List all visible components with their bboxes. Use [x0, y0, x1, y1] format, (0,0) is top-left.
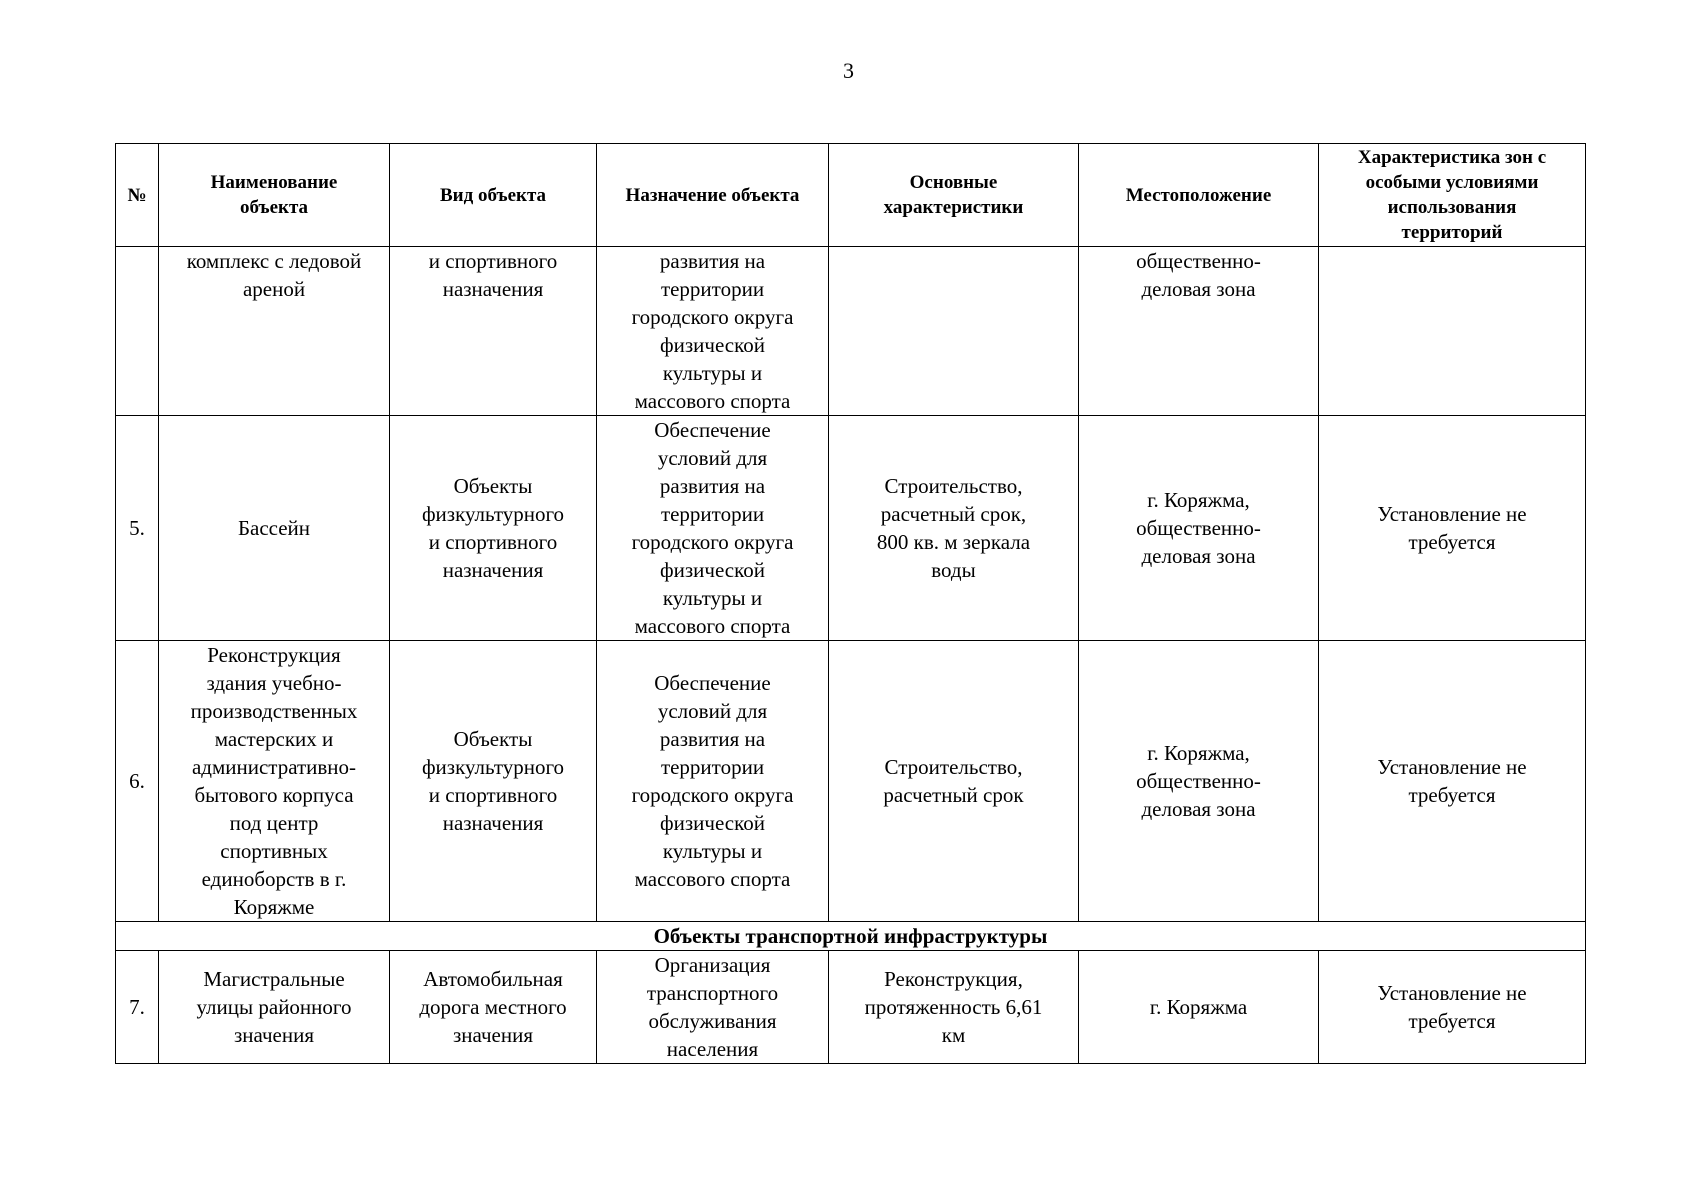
cell-characteristics: [829, 247, 1079, 416]
section-header-row: [116, 922, 1586, 951]
table-row: [116, 641, 1586, 922]
header-characteristics-text: Основные характеристики: [883, 172, 1024, 218]
cell-zone: [1319, 951, 1586, 1064]
header-num-text: №: [127, 184, 147, 206]
cell-name: [159, 951, 390, 1064]
cell-characteristics-text: Реконструкция, протяженность 6,61 км: [864, 967, 1043, 1047]
cell-purpose: [597, 951, 829, 1064]
cell-purpose: [597, 247, 829, 416]
cell-kind: [390, 416, 597, 641]
cell-purpose-text: Обеспечение условий для развития на территории городского округа физической культуры и массового спорта: [631, 671, 794, 891]
header-zone: [1319, 144, 1586, 247]
cell-name: [159, 641, 390, 922]
header-purpose: [597, 144, 829, 247]
cell-location-text: г. Коряжма, общественно- деловая зона: [1136, 488, 1261, 568]
header-location-text: Местоположение: [1125, 184, 1272, 206]
header-kind: [390, 144, 597, 247]
cell-name-text: Бассейн: [237, 516, 311, 540]
cell-num-text: 7.: [129, 995, 145, 1019]
cell-num-text: 6.: [129, 769, 145, 793]
cell-location: [1079, 641, 1319, 922]
cell-location-text: г. Коряжма: [1149, 995, 1248, 1019]
cell-zone: [1319, 641, 1586, 922]
cell-zone-text: Установление не требуется: [1377, 981, 1527, 1033]
header-characteristics: [829, 144, 1079, 247]
cell-location: [1079, 416, 1319, 641]
table-row: [116, 247, 1586, 416]
header-name-text: Наименование объекта: [210, 172, 338, 218]
cell-kind-text: Автомобильная дорога местного значения: [419, 967, 567, 1047]
cell-purpose-text: Организация транспортного обслуживания населения: [646, 953, 779, 1061]
cell-zone-text: Установление не требуется: [1377, 502, 1527, 554]
cell-kind: [390, 247, 597, 416]
cell-purpose-text: развития на территории городского округа физической культуры и массового спорта: [631, 249, 794, 413]
cell-name-text: Реконструкция здания учебно- производственных мастерских и административно- бытового корпуса под центр спортивных единоборств в г. Коряжме: [190, 643, 358, 919]
cell-kind: [390, 641, 597, 922]
cell-purpose: [597, 641, 829, 922]
section-title: Объекты транспортной инфраструктуры: [116, 922, 1586, 951]
cell-characteristics: [829, 951, 1079, 1064]
header-name: [159, 144, 390, 247]
cell-location: [1079, 247, 1319, 416]
cell-name-text: комплекс с ледовой ареной: [186, 249, 362, 301]
header-zone-text: Характеристика зон с особыми условиями использования территорий: [1357, 147, 1547, 243]
cell-name: [159, 247, 390, 416]
cell-num: [116, 416, 159, 641]
header-location: [1079, 144, 1319, 247]
cell-num: [116, 641, 159, 922]
page-number: 3: [843, 58, 854, 83]
cell-kind-text: Объекты физкультурного и спортивного назначения: [421, 727, 565, 835]
cell-location: [1079, 951, 1319, 1064]
cell-num-text: 5.: [129, 516, 145, 540]
cell-purpose-text: Обеспечение условий для развития на территории городского округа физической культуры и массового спорта: [631, 418, 794, 638]
cell-num: [116, 247, 159, 416]
cell-num: [116, 951, 159, 1064]
cell-characteristics: [829, 641, 1079, 922]
cell-zone-text: Установление не требуется: [1377, 755, 1527, 807]
cell-location-text: г. Коряжма, общественно- деловая зона: [1136, 741, 1261, 821]
cell-location-text: общественно- деловая зона: [1136, 249, 1261, 301]
table-header-row: [116, 144, 1586, 247]
cell-zone: [1319, 247, 1586, 416]
cell-kind: [390, 951, 597, 1064]
header-num: [116, 144, 159, 247]
cell-kind-text: и спортивного назначения: [428, 249, 558, 301]
objects-table: [115, 143, 1586, 1064]
cell-purpose: [597, 416, 829, 641]
table-row: [116, 951, 1586, 1064]
cell-characteristics-text: Строительство, расчетный срок, 800 кв. м зеркала воды: [876, 474, 1031, 582]
table-row: [116, 416, 1586, 641]
cell-zone: [1319, 416, 1586, 641]
cell-characteristics-text: Строительство, расчетный срок: [883, 755, 1024, 807]
cell-name: [159, 416, 390, 641]
cell-kind-text: Объекты физкультурного и спортивного назначения: [421, 474, 565, 582]
header-kind-text: Вид объекта: [439, 184, 547, 206]
cell-characteristics: [829, 416, 1079, 641]
cell-name-text: Магистральные улицы районного значения: [196, 967, 352, 1047]
header-purpose-text: Назначение объекта: [625, 184, 800, 206]
